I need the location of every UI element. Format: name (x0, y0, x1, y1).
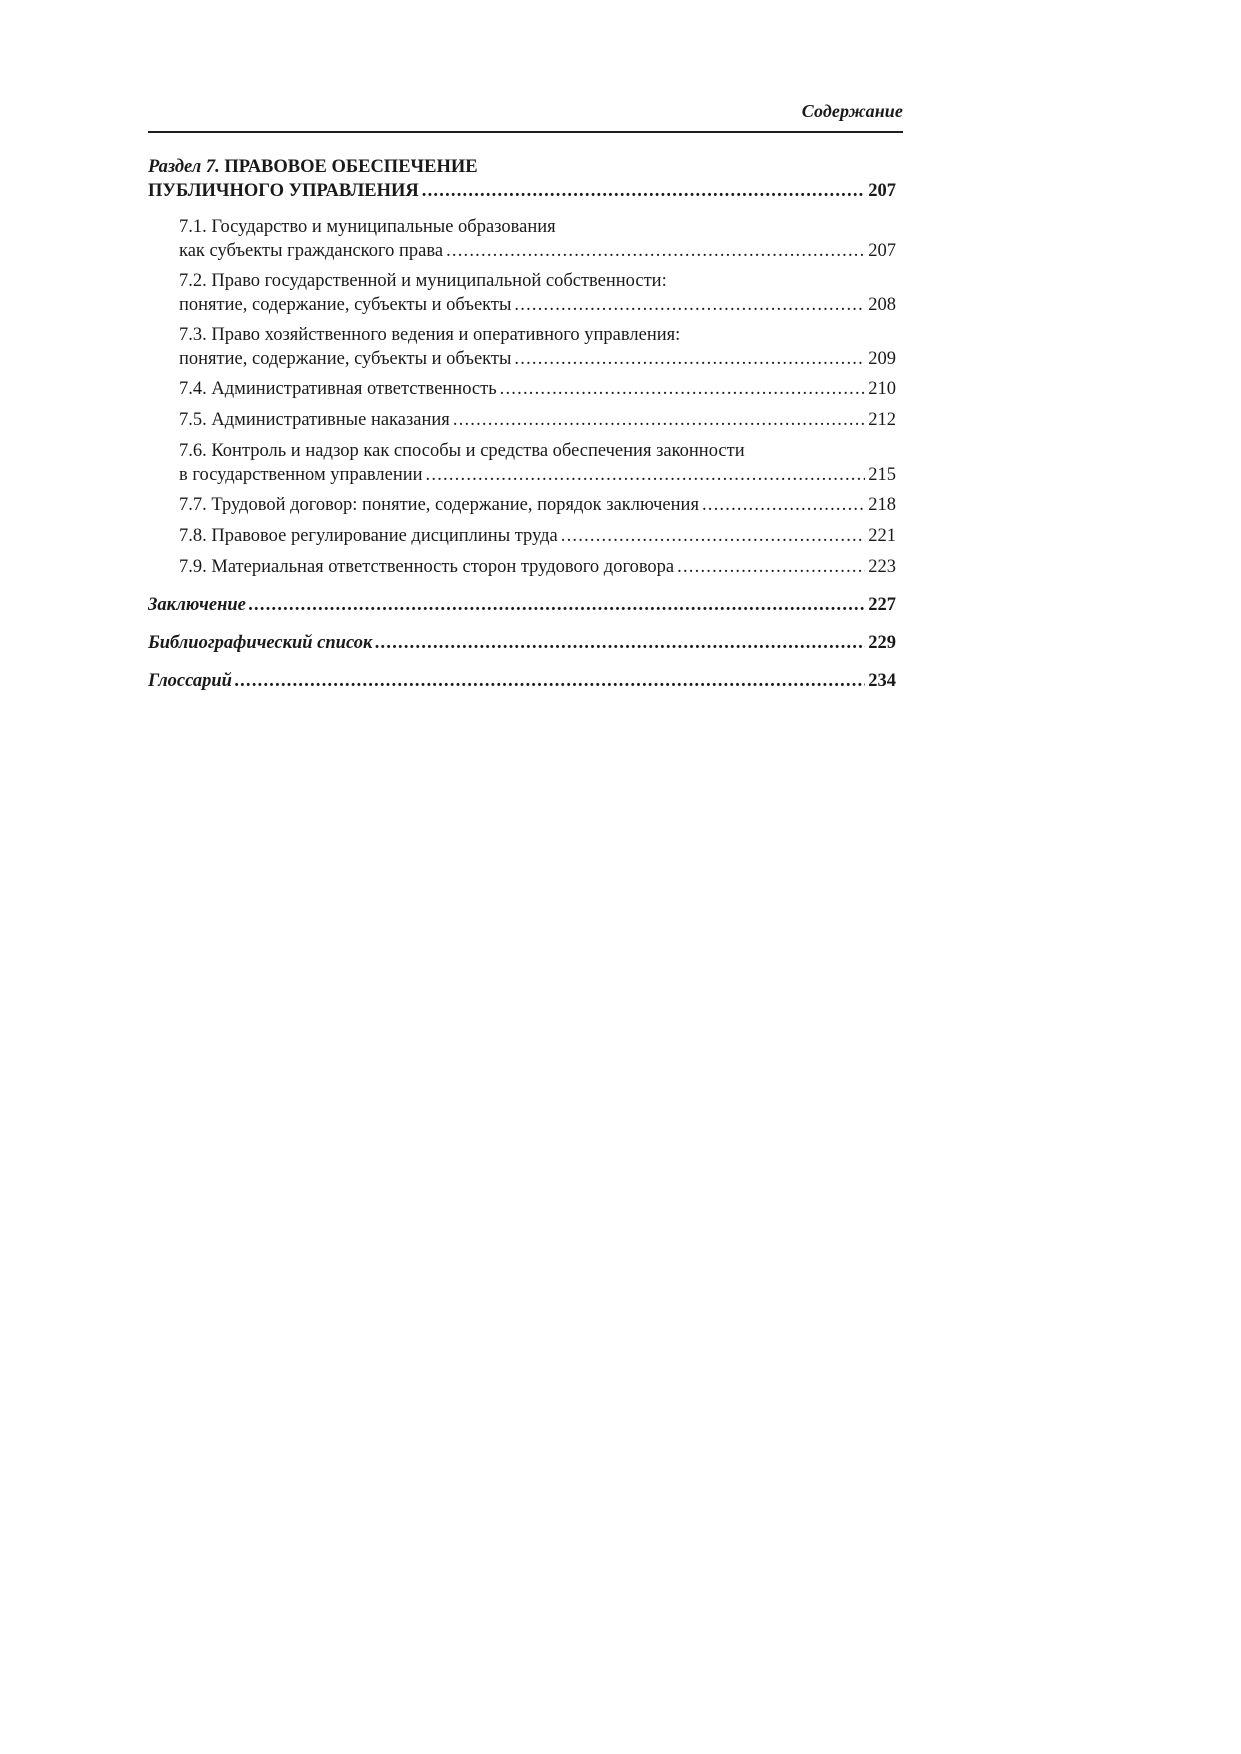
entry-title-line2 (179, 463, 896, 487)
entry-title: Глоссарий (148, 671, 232, 691)
entry-title-line1: 7.2. Право государственной и муниципальной собственности: (179, 271, 667, 291)
toc-entry-conclusion[interactable] (148, 593, 896, 617)
page-number: 207 (868, 181, 896, 201)
entry-title: 7.5. Административные наказания (179, 410, 450, 430)
table-of-contents (148, 155, 896, 699)
page-number: 218 (868, 495, 896, 515)
page-number: 234 (868, 671, 896, 691)
entry-line (148, 593, 896, 617)
toc-entry-7-4[interactable] (148, 377, 896, 401)
toc-entry-7-6[interactable] (148, 439, 896, 487)
page-number: 210 (868, 379, 896, 399)
dot-leader (514, 293, 865, 317)
entry-title: 7.4. Административная ответственность (179, 379, 497, 399)
toc-entry-7-8[interactable] (148, 524, 896, 548)
entry-line (179, 493, 896, 517)
entry-title-line1: 7.6. Контроль и надзор как способы и средства обеспечения законности (179, 441, 745, 461)
page-number: 227 (868, 595, 896, 615)
toc-entry-7-9[interactable] (148, 555, 896, 579)
entry-title-line2 (179, 239, 896, 263)
dot-leader (235, 669, 865, 693)
dot-leader (677, 555, 865, 579)
toc-entry-glossary[interactable] (148, 669, 896, 693)
entry-line (179, 524, 896, 548)
page-number: 229 (868, 633, 896, 653)
entry-title-line2 (179, 347, 896, 371)
toc-entry-7-3[interactable] (148, 323, 896, 371)
toc-entry-7-5[interactable] (148, 408, 896, 432)
running-title: Содержание (801, 101, 903, 121)
entry-title-line1: 7.1. Государство и муниципальные образования (179, 217, 556, 237)
dot-leader (453, 408, 865, 432)
section-title-part1: ПРАВОВОЕ ОБЕСПЕЧЕНИЕ (224, 157, 478, 177)
toc-entry-bibliography[interactable] (148, 631, 896, 655)
entry-title: Заключение (148, 595, 246, 615)
entry-line (148, 669, 896, 693)
dot-leader (702, 493, 865, 517)
entry-line (148, 631, 896, 655)
page-number: 221 (868, 526, 896, 546)
entry-title: Библиографический список (148, 633, 373, 653)
dot-leader (375, 631, 865, 655)
entry-line (179, 555, 896, 579)
dot-leader (561, 524, 865, 548)
entry-title-line2 (179, 293, 896, 317)
toc-entry-7-7[interactable] (148, 493, 896, 517)
header-rule (148, 131, 903, 133)
toc-section-7[interactable] (148, 155, 896, 203)
section-title-line1 (148, 155, 896, 179)
entry-title: понятие, содержание, субъекты и объекты (179, 295, 512, 315)
page-number: 207 (868, 241, 896, 261)
toc-entry-7-1[interactable] (148, 215, 896, 263)
entry-title: 7.7. Трудовой договор: понятие, содержание, порядок заключения (179, 495, 699, 515)
page-number: 208 (868, 295, 896, 315)
entry-line (179, 408, 896, 432)
page-number: 215 (868, 465, 896, 485)
entry-line (179, 377, 896, 401)
page-number: 223 (868, 557, 896, 577)
dot-leader (514, 347, 865, 371)
section-label: Раздел 7. (148, 157, 220, 177)
entry-title: в государственном управлении (179, 465, 423, 485)
dot-leader (500, 377, 866, 401)
dot-leader (422, 179, 865, 203)
dot-leader (446, 239, 865, 263)
section-title-line2 (148, 179, 896, 203)
dot-leader (249, 593, 865, 617)
dot-leader (426, 463, 866, 487)
entry-title: 7.8. Правовое регулирование дисциплины труда (179, 526, 558, 546)
entry-title: понятие, содержание, субъекты и объекты (179, 349, 512, 369)
toc-entry-7-2[interactable] (148, 269, 896, 317)
section-title-part2: ПУБЛИЧНОГО УПРАВЛЕНИЯ (148, 181, 419, 201)
page-number: 212 (868, 410, 896, 430)
entry-title: 7.9. Материальная ответственность сторон трудового договора (179, 557, 675, 577)
entry-title: как субъекты гражданского права (179, 241, 444, 261)
entry-title-line1: 7.3. Право хозяйственного ведения и оперативного управления: (179, 325, 681, 345)
page-number: 209 (868, 349, 896, 369)
